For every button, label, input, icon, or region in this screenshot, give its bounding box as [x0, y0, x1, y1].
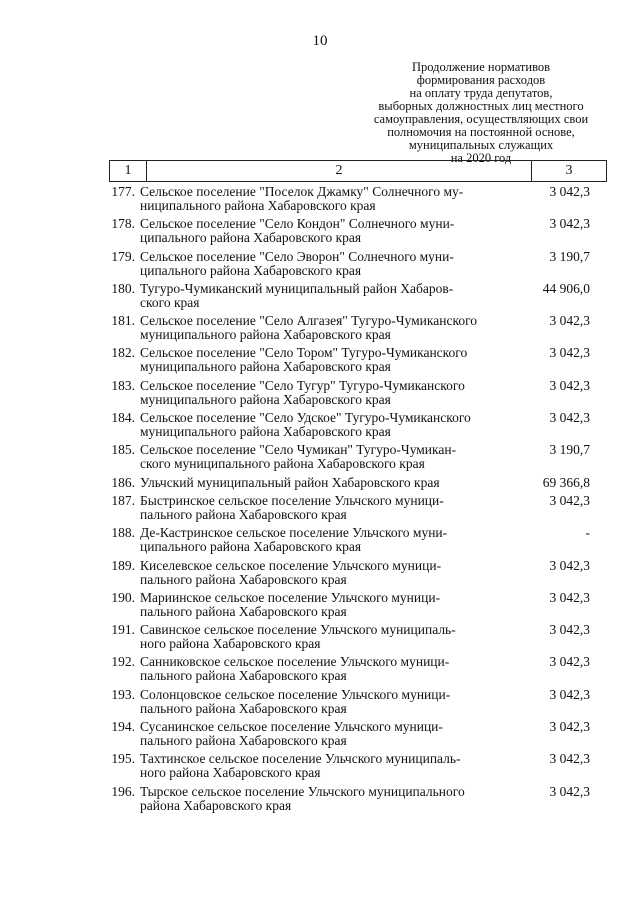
row-number: 181.: [111, 313, 135, 329]
row-name: [140, 250, 515, 278]
caption-line: выборных должностных лиц местного: [378, 99, 584, 113]
row-name-line: Сельское поселение "Село Удское" Тугуро-Чумиканского: [140, 410, 471, 426]
caption-line: полномочия на постоянной основе,: [387, 125, 575, 139]
row-name-line: Сельское поселение "Село Эворон" Солнечного муни-: [140, 248, 454, 264]
row-name-line: Тырское сельское поселение Ульчского муниципального: [140, 783, 465, 799]
row-value: 3 042,3: [549, 492, 590, 508]
row-name: [140, 379, 515, 407]
row-value: 69 366,8: [542, 474, 590, 490]
row-name-line: ципального района Хабаровского края: [140, 230, 362, 246]
row-name-line: Де-Кастринское сельское поселение Ульчского муни-: [140, 525, 448, 541]
row-value: 3 042,3: [549, 313, 590, 329]
row-number: 189.: [111, 557, 135, 573]
row-name: [140, 526, 515, 554]
row-number: 180.: [111, 280, 135, 296]
row-name: [140, 752, 515, 780]
table-row: [0, 494, 640, 522]
page-number: 10: [312, 33, 328, 49]
row-value: -: [585, 525, 590, 541]
row-name: [140, 185, 515, 213]
table-row: [0, 185, 640, 213]
table-row: [0, 559, 640, 587]
row-name: [140, 314, 515, 342]
row-value: 3 042,3: [549, 686, 590, 702]
row-name-line: Тахтинское сельское поселение Ульчского муниципаль-: [140, 751, 461, 767]
row-name-line: ного района Хабаровского края: [140, 765, 321, 781]
row-value: 3 042,3: [549, 783, 590, 799]
row-number: 195.: [111, 751, 135, 767]
row-name-line: Сельское поселение "Село Чумикан" Тугуро-Чумикан-: [140, 442, 457, 458]
row-number: 178.: [111, 216, 135, 232]
row-name-line: пального района Хабаровского края: [140, 733, 347, 749]
row-name-line: пального района Хабаровского края: [140, 603, 347, 619]
row-value: 3 042,3: [549, 654, 590, 670]
caption-line: Продолжение нормативов: [411, 60, 551, 74]
table-row: [0, 785, 640, 813]
row-value: 3 042,3: [549, 377, 590, 393]
row-name-line: муниципального района Хабаровского края: [140, 359, 391, 375]
table-row: [0, 623, 640, 651]
table-row: [0, 591, 640, 619]
header-col-3: 3: [565, 163, 573, 178]
row-name-line: Ульчский муниципальный район Хабаровского края: [140, 474, 440, 490]
row-name: [140, 623, 515, 651]
table-row: [0, 346, 640, 374]
row-value: 3 042,3: [549, 589, 590, 605]
table-header: [109, 160, 607, 182]
row-value: 3 042,3: [549, 410, 590, 426]
row-number: 179.: [111, 248, 135, 264]
caption-line: муниципальных служащих: [408, 138, 554, 152]
row-value: 3 042,3: [549, 184, 590, 199]
row-name-line: Сельское поселение "Село Тугур" Тугуро-Чумиканского: [140, 377, 465, 393]
row-name-line: Мариинское сельское поселение Ульчского муници-: [140, 589, 441, 605]
row-name-line: Сельское поселение "Поселок Джамку" Солнечного му-: [140, 184, 464, 199]
row-value: 3 190,7: [549, 442, 590, 458]
row-name-line: Сельское поселение "Село Алгазея" Тугуро-Чумиканского: [140, 313, 478, 329]
row-name: [140, 282, 515, 310]
row-name-line: Тугуро-Чумиканский муниципальный район Хабаров-: [140, 280, 454, 296]
row-name: [140, 559, 515, 587]
row-name-line: муниципального района Хабаровского края: [140, 424, 391, 440]
row-number: 177.: [111, 184, 135, 199]
row-name: [140, 476, 515, 490]
row-number: 192.: [111, 654, 135, 670]
row-name-line: пального района Хабаровского края: [140, 700, 347, 716]
row-name-line: Санниковское сельское поселение Ульчского муници-: [140, 654, 450, 670]
row-name-line: Савинское сельское поселение Ульчского муниципаль-: [140, 622, 456, 638]
row-name: [140, 494, 515, 522]
row-number: 183.: [111, 377, 135, 393]
row-name: [140, 655, 515, 683]
table-row: [0, 443, 640, 471]
row-number: 182.: [111, 345, 135, 361]
row-name-line: ниципального района Хабаровского края: [140, 198, 376, 213]
row-name-line: Солонцовское сельское поселение Ульчского муници-: [140, 686, 451, 702]
row-name-line: ного района Хабаровского края: [140, 636, 321, 652]
row-number: 194.: [111, 719, 135, 735]
row-name-line: пального района Хабаровского края: [140, 506, 347, 522]
caption-line: на 2020 год: [450, 151, 512, 165]
header-col-2: 2: [147, 161, 532, 181]
row-value: 3 042,3: [549, 719, 590, 735]
row-name: [140, 720, 515, 748]
row-name: [140, 785, 515, 813]
table-row: [0, 752, 640, 780]
row-number: 190.: [111, 589, 135, 605]
row-name-line: Сусанинское сельское поселение Ульчского муници-: [140, 719, 443, 735]
row-name-line: Сельское поселение "Село Кондон" Солнечного муни-: [140, 216, 455, 232]
caption-line: самоуправления, осуществляющих свои: [373, 112, 589, 126]
row-number: 186.: [111, 474, 135, 490]
row-value: 3 042,3: [549, 345, 590, 361]
row-number: 188.: [111, 525, 135, 541]
table-row: [0, 379, 640, 407]
row-value: 3 042,3: [549, 216, 590, 232]
row-name-line: пального района Хабаровского края: [140, 668, 347, 684]
row-name-line: ского муниципального района Хабаровского края: [140, 456, 425, 472]
caption-line: формирования расходов: [416, 73, 546, 87]
row-name-line: муниципального района Хабаровского края: [140, 391, 391, 407]
row-name-line: ципального района Хабаровского края: [140, 262, 362, 278]
row-number: 193.: [111, 686, 135, 702]
row-name: [140, 688, 515, 716]
row-name-line: района Хабаровского края: [140, 797, 292, 813]
row-name: [140, 346, 515, 374]
table-row: [0, 688, 640, 716]
table-row: [0, 217, 640, 245]
row-name: [140, 217, 515, 245]
table-row: [0, 411, 640, 439]
row-name-line: ского края: [140, 294, 200, 310]
caption-line: на оплату труда депутатов,: [409, 86, 553, 100]
table-row: [0, 282, 640, 310]
row-number: 191.: [111, 622, 135, 638]
table-row: [0, 476, 640, 490]
table-row: [0, 720, 640, 748]
row-value: 3 042,3: [549, 622, 590, 638]
row-number: 187.: [111, 492, 135, 508]
row-value: 3 042,3: [549, 557, 590, 573]
row-value: 3 042,3: [549, 751, 590, 767]
row-value: 3 190,7: [549, 248, 590, 264]
row-number: 184.: [111, 410, 135, 426]
row-name-line: муниципального района Хабаровского края: [140, 327, 391, 343]
row-name-line: Сельское поселение "Село Тором" Тугуро-Чумиканского: [140, 345, 468, 361]
table-row: [0, 314, 640, 342]
table-row: [0, 526, 640, 554]
table-row: [0, 655, 640, 683]
row-name-line: ципального района Хабаровского края: [140, 539, 362, 555]
row-name-line: Киселевское сельское поселение Ульчского муници-: [140, 557, 442, 573]
row-number: 196.: [111, 783, 135, 799]
row-name: [140, 411, 515, 439]
header-col-1: 1: [110, 161, 147, 181]
row-name: [140, 591, 515, 619]
row-name: [140, 443, 515, 471]
row-number: 185.: [111, 442, 135, 458]
table-body: [0, 185, 640, 817]
table-row: [0, 250, 640, 278]
row-value: 44 906,0: [542, 280, 590, 296]
row-name-line: Быстринское сельское поселение Ульчского муници-: [140, 492, 444, 508]
row-name-line: пального района Хабаровского края: [140, 571, 347, 587]
table-caption: [352, 61, 610, 165]
